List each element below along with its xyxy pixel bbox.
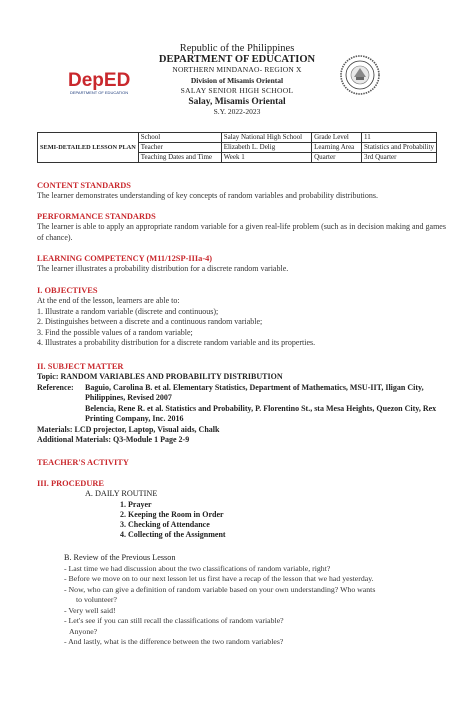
school-line: SALAY SENIOR HIGH SCHOOL xyxy=(180,86,294,95)
list-item: - Now, who can give a definition of random variable based on your own understanding? Who wants xyxy=(64,584,376,594)
procedure-section xyxy=(37,478,447,540)
daily-routine-title: A. DAILY ROUTINE xyxy=(85,489,158,498)
deped-logo-subtext: DEPARTMENT OF EDUCATION xyxy=(70,90,129,95)
list-item: 4. Illustrates a probability distribution for a discrete random variable and its properties. xyxy=(37,338,316,347)
procedure-title: III. PROCEDURE xyxy=(37,479,105,488)
table-cell-value: Elizabeth L. Delig xyxy=(221,143,311,153)
list-item: 1. Prayer xyxy=(120,499,152,509)
list-item: - Last time we had discussion about the two classifications of random variable, right? xyxy=(64,563,331,573)
division-line: Division of Misamis Oriental xyxy=(190,75,284,85)
lesson-info-table xyxy=(37,132,437,163)
department-line: DEPARTMENT OF EDUCATION xyxy=(158,53,316,65)
table-cell-value: Salay National High School xyxy=(221,133,311,143)
table-cell-value: 3rd Quarter xyxy=(362,153,437,163)
performance-standards-text: The learner is able to apply an appropriate random variable for a given real-life problem (such as in decision making and games of chance). xyxy=(37,222,446,242)
learning-competency-title: LEARNING COMPETENCY (M11/12SP-IIIa-4) xyxy=(37,254,213,263)
subject-matter-section xyxy=(37,361,447,446)
school-year-line: S.Y. 2022-2023 xyxy=(213,107,261,116)
republic-line: Republic of the Philippines xyxy=(179,43,295,54)
content-standards-title: CONTENT STANDARDS xyxy=(37,181,131,190)
list-item: - And lastly, what is the difference between the two random variables? xyxy=(64,637,284,646)
learning-competency-text: The learner illustrates a probability distribution for a discrete random variable. xyxy=(37,264,289,273)
list-item: 2. Keeping the Room in Order xyxy=(120,509,224,519)
content-standards-section xyxy=(37,180,447,202)
reference-label: Reference: xyxy=(37,382,74,392)
table-cell-label: School xyxy=(138,133,221,143)
content-standards-text: The learner demonstrates understanding of key concepts of random variables and probability distributions. xyxy=(37,191,379,200)
lesson-plan-label: SEMI-DETAILED LESSON PLAN xyxy=(38,133,139,163)
performance-standards-section xyxy=(37,211,447,243)
document-header xyxy=(0,44,474,118)
list-item: 3. Find the possible values of a random variable; xyxy=(37,327,193,337)
performance-standards-title: PERFORMANCE STANDARDS xyxy=(37,212,156,221)
review-title: B. Review of the Previous Lesson xyxy=(64,553,176,562)
list-item: to volunteer? xyxy=(76,595,117,604)
list-item: 3. Checking of Attendance xyxy=(120,519,210,529)
reference-block xyxy=(37,383,447,404)
teachers-activity-section xyxy=(37,457,447,468)
list-item: 2. Distinguishes between a discrete and a continuous random variable; xyxy=(37,317,263,326)
objectives-intro: At the end of the lesson, learners are able to: xyxy=(37,296,180,305)
table-cell-label: Teaching Dates and Time xyxy=(138,153,221,163)
list-item: 4. Collecting of the Assignment xyxy=(120,530,226,540)
reference-2: Belencia, Rene R. et al. Statistics and Probability, P. Florentino St., sta Mesa Heights, Quezon City, Rex Printing Company, Inc. 2016 xyxy=(85,403,437,423)
review-section xyxy=(64,553,459,648)
table-cell-label: Grade Level xyxy=(312,133,362,143)
subject-matter-title: II. SUBJECT MATTER xyxy=(37,362,124,371)
table-cell-value: 11 xyxy=(362,133,437,143)
table-cell-label: Quarter xyxy=(312,153,362,163)
list-item: - Let's see if you can still recall the classifications of random variable? xyxy=(64,616,284,625)
list-item: 1. Illustrate a random variable (discrete and continuous); xyxy=(37,306,219,316)
topic-line: Topic: RANDOM VARIABLES AND PROBABILITY DISTRIBUTION xyxy=(37,372,283,381)
learning-competency-section xyxy=(37,253,447,275)
table-cell-label: Learning Area xyxy=(312,143,362,153)
list-item: Anyone? xyxy=(69,626,98,636)
objectives-title: I. OBJECTIVES xyxy=(37,286,98,295)
additional-materials-line: Additional Materials: Q3-Module 1 Page 2-9 xyxy=(37,435,190,444)
deped-logo-text: DepED xyxy=(68,70,131,91)
materials-line: Materials: LCD projector, Laptop, Visual aids, Chalk xyxy=(37,424,220,434)
teachers-activity-title: TEACHER'S ACTIVITY xyxy=(37,458,129,467)
region-line: NORTHERN MINDANAO- REGION X xyxy=(172,65,302,74)
reference-1: Baguio, Carolina B. et al. Elementary Statistics, Department of Mathematics, MSU-IIT, Iligan City, Philippines, Revised 2007 xyxy=(85,382,424,402)
objectives-section xyxy=(37,285,447,349)
location-line: Salay, Misamis Oriental xyxy=(188,96,286,107)
table-cell-value: Week 1 xyxy=(221,153,311,163)
table-cell-value: Statistics and Probability xyxy=(362,143,437,153)
table-cell-label: Teacher xyxy=(138,143,221,153)
list-item: - Before we move on to our next lesson let us first have a recap of the lesson that we had yesterday. xyxy=(64,574,374,583)
list-item: - Very well said! xyxy=(64,605,116,615)
